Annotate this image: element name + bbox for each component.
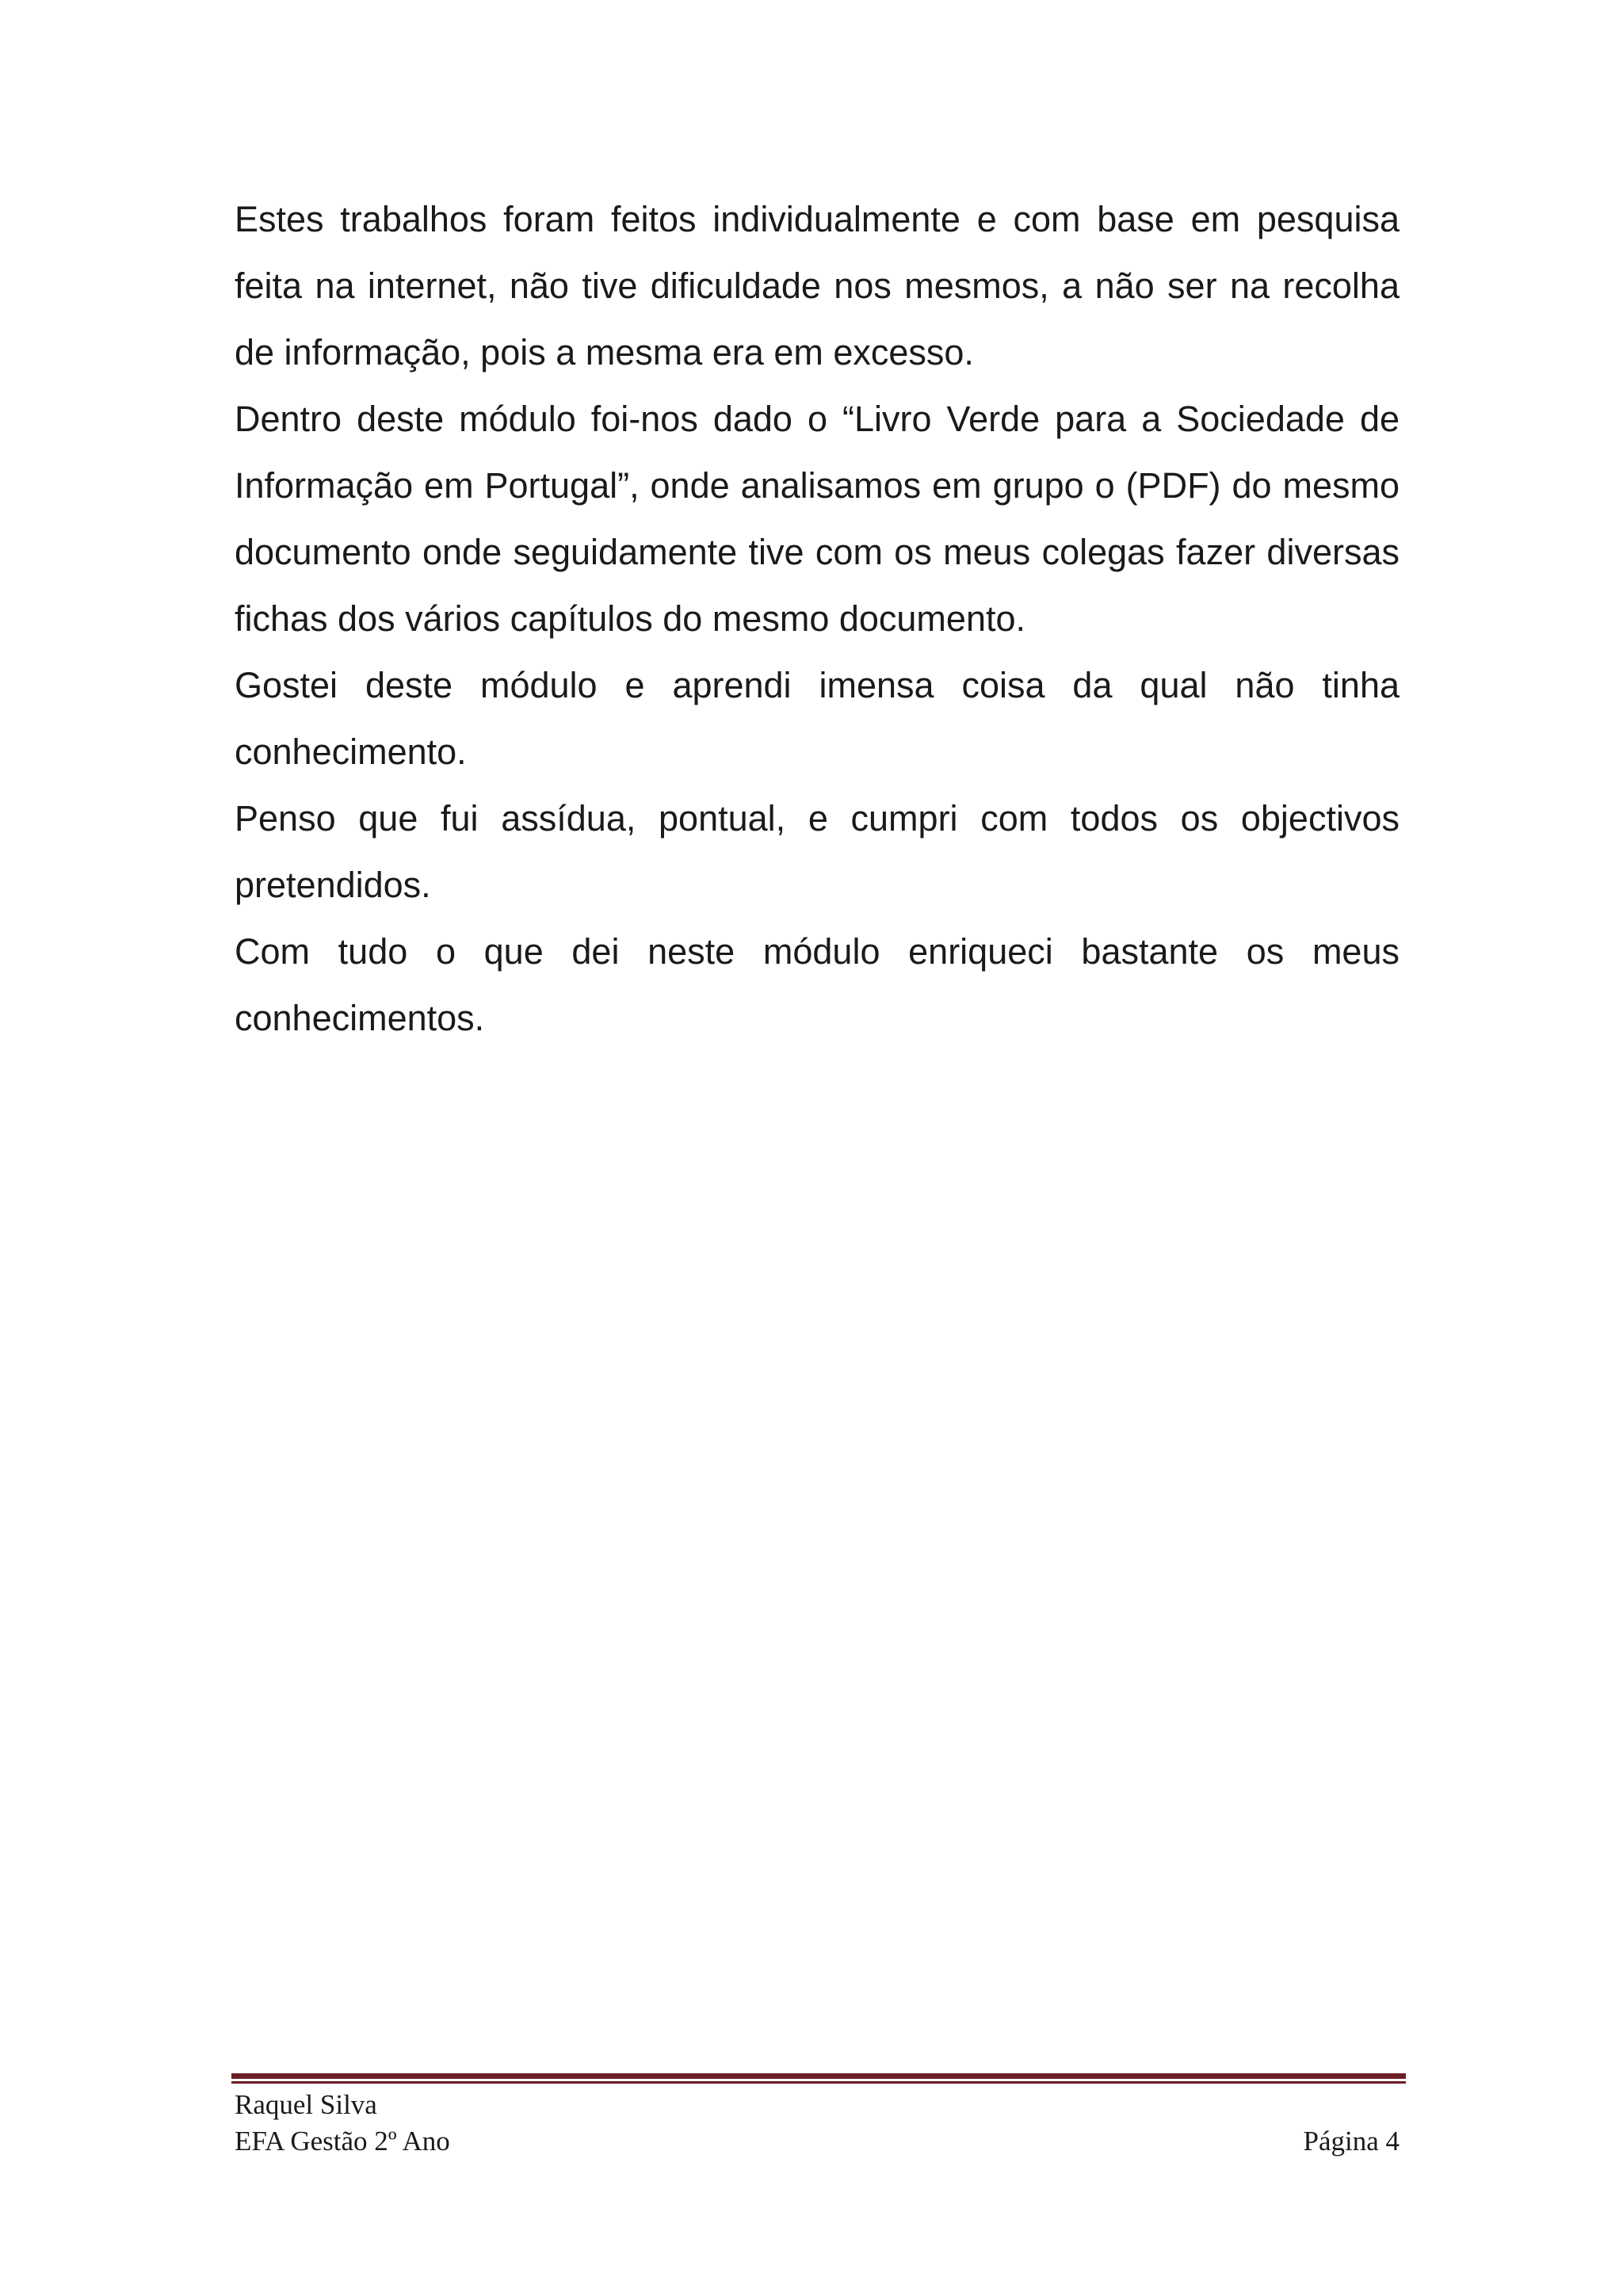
body-text <box>235 186 1400 1052</box>
paragraph-1: Estes trabalhos foram feitos individualmente e com base em pesquisa feita na internet, não tive dificuldade nos mesmos, a não ser na recolha de informação, pois a mesma era em excesso. <box>235 199 1400 372</box>
footer-row <box>235 2122 1400 2160</box>
footer-divider-thick <box>231 2073 1406 2079</box>
footer-page-number: Página 4 <box>1303 2126 1400 2157</box>
paragraph-5: Com tudo o que dei neste módulo enriqueci bastante os meus conhecimentos. <box>235 931 1400 1038</box>
footer-author: Raquel Silva <box>235 2089 377 2120</box>
paragraph-3: Gostei deste módulo e aprendi imensa coisa da qual não tinha conhecimento. <box>235 665 1400 772</box>
paragraph-4: Penso que fui assídua, pontual, e cumpri com todos os objectivos pretendidos. <box>235 798 1400 905</box>
footer-divider-thin <box>231 2081 1406 2084</box>
footer-course: EFA Gestão 2º Ano <box>235 2126 450 2157</box>
paragraph-2: Dentro deste módulo foi-nos dado o “Livro Verde para a Sociedade de Informação em Portugal”, onde analisamos em grupo o (PDF) do mesmo documento onde seguidamente tive com os meus colegas fazer diversas fichas dos vários capítulos do mesmo documento. <box>235 399 1400 639</box>
